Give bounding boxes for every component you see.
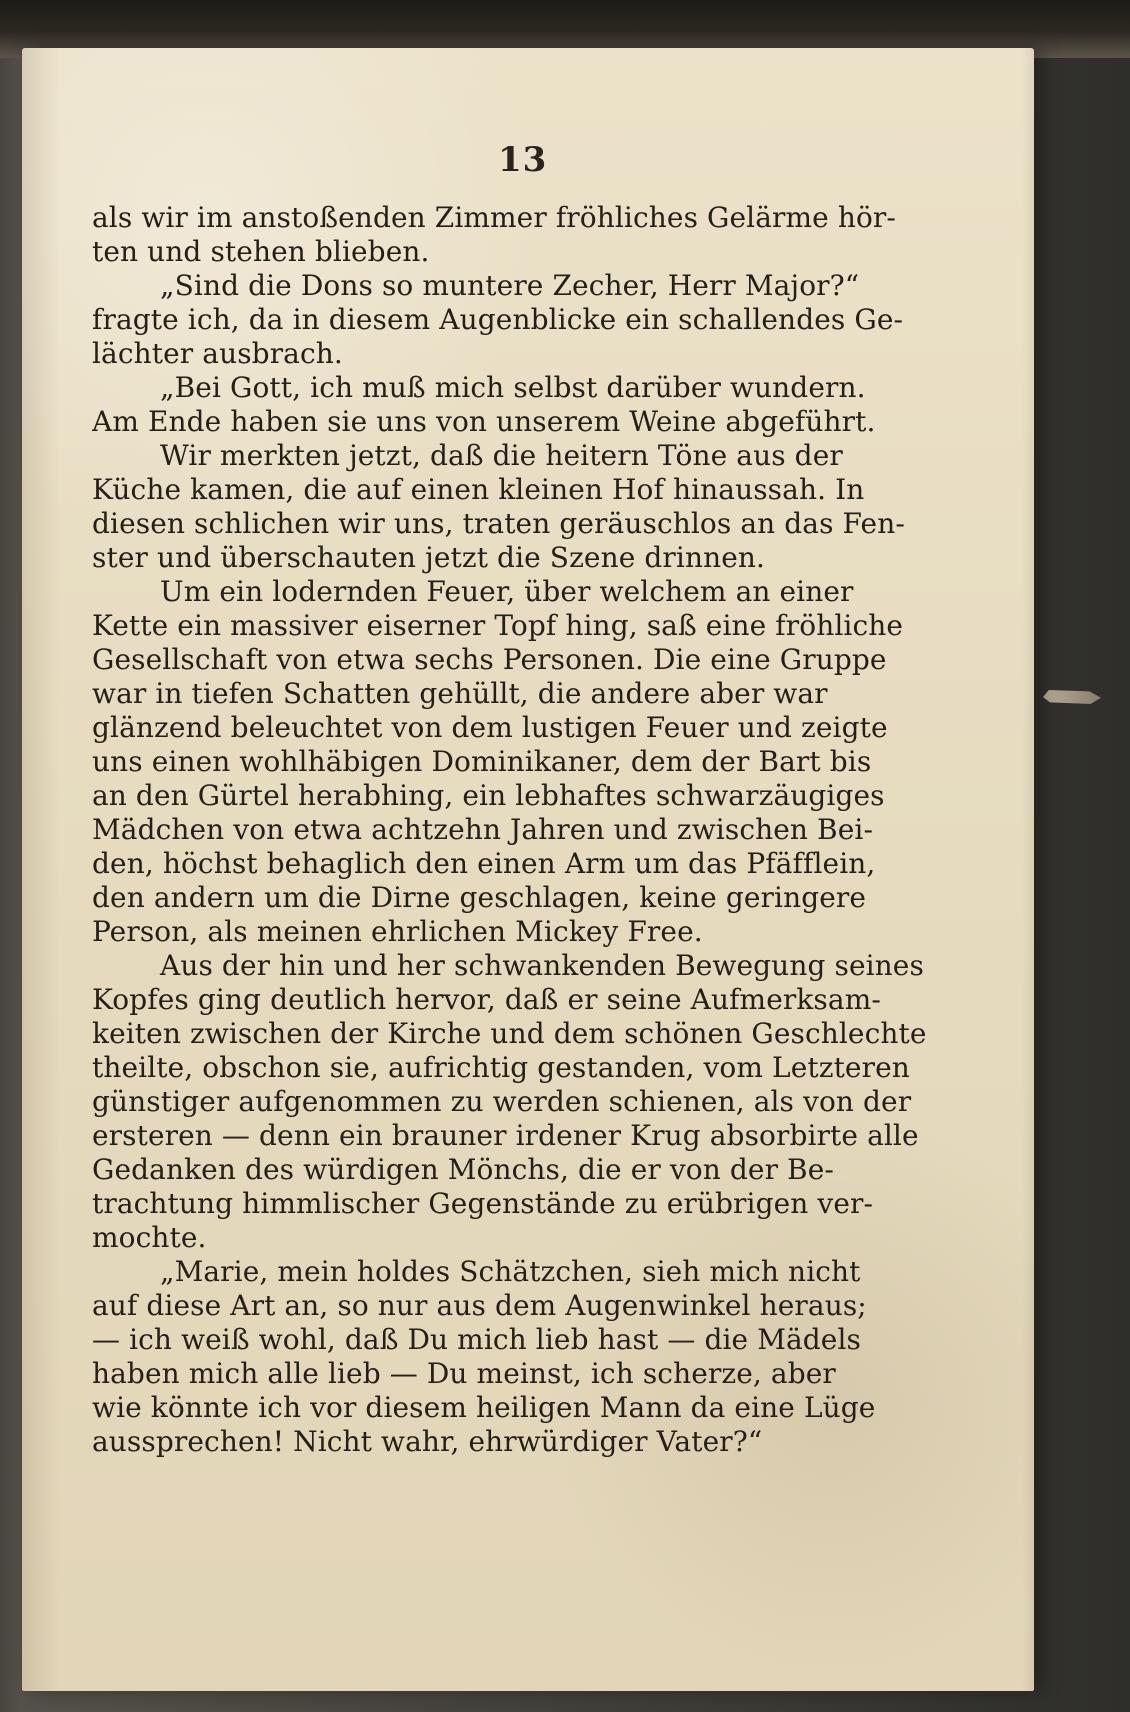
text-line-25: keiten zwischen der Kirche und dem schönen Geschlechte xyxy=(92,1017,927,1050)
text-line-23: Aus der hin und her schwankenden Bewegung seines xyxy=(160,949,924,982)
page-text xyxy=(92,201,934,1459)
text-line-11: ster und überschauten jetzt die Szene drinnen. xyxy=(92,541,766,574)
text-line-26: theilte, obschon sie, aufrichtig gestanden, vom Letzteren xyxy=(92,1051,910,1084)
text-line-34: — ich weiß wohl, daß Du mich lieb hast — die Mädels xyxy=(92,1323,861,1356)
text-line-35: haben mich alle lieb — Du meinst, ich scherze, aber xyxy=(92,1357,836,1390)
text-line-4: fragte ich, da in diesem Augenblicke ein schallendes Ge- xyxy=(92,303,904,336)
text-line-18: an den Gürtel herabhing, ein lebhaftes schwarzäugiges xyxy=(92,779,885,812)
text-line-13: Kette ein massiver eiserner Topf hing, saß eine fröhliche xyxy=(92,609,904,642)
text-line-36: wie könnte ich vor diesem heiligen Mann da eine Lüge xyxy=(92,1391,876,1424)
text-line-15: war in tiefen Schatten gehüllt, die andere aber war xyxy=(92,677,828,710)
text-line-21: den andern um die Dirne geschlagen, keine geringere xyxy=(92,881,867,914)
text-line-7: Am Ende haben sie uns von unserem Weine abgeführt. xyxy=(92,405,876,438)
text-line-3: „Sind die Dons so muntere Zecher, Herr Major?“ xyxy=(160,269,860,302)
text-line-37: aussprechen! Nicht wahr, ehrwürdiger Vater?“ xyxy=(92,1425,763,1458)
text-line-20: den, höchst behaglich den einen Arm um das Pfäfflein, xyxy=(92,847,876,880)
text-line-5: lächter ausbrach. xyxy=(92,337,343,370)
text-line-2: ten und stehen blieben. xyxy=(92,235,430,268)
text-line-6: „Bei Gott, ich muß mich selbst darüber wundern. xyxy=(160,371,866,404)
text-line-24: Kopfes ging deutlich hervor, daß er seine Aufmerksam- xyxy=(92,983,881,1016)
text-line-16: glänzend beleuchtet von dem lustigen Feuer und zeigte xyxy=(92,711,888,744)
text-line-27: günstiger aufgenommen zu werden schienen, als von der xyxy=(92,1085,912,1118)
text-line-12: Um ein lodernden Feuer, über welchem an einer xyxy=(160,575,854,608)
text-line-28: ersteren — denn ein brauner irdener Krug absorbirte alle xyxy=(92,1119,919,1152)
text-line-30: trachtung himmlischer Gegenstände zu erübrigen ver- xyxy=(92,1187,874,1220)
page-number: 13 xyxy=(498,140,548,180)
text-line-17: uns einen wohlhäbigen Dominikaner, dem der Bart bis xyxy=(92,745,872,778)
text-line-33: auf diese Art an, so nur aus dem Augenwinkel heraus; xyxy=(92,1289,867,1322)
text-line-29: Gedanken des würdigen Mönchs, die er von der Be- xyxy=(92,1153,834,1186)
text-line-10: diesen schlichen wir uns, traten geräuschlos an das Fen- xyxy=(92,507,905,540)
text-line-9: Küche kamen, die auf einen kleinen Hof hinaussah. In xyxy=(92,473,865,506)
book-page xyxy=(22,48,1034,1691)
text-line-14: Gesellschaft von etwa sechs Personen. Die eine Gruppe xyxy=(92,643,887,676)
text-line-8: Wir merkten jetzt, daß die heitern Töne aus der xyxy=(160,439,843,472)
text-line-32: „Marie, mein holdes Schätzchen, sieh mich nicht xyxy=(160,1255,861,1288)
text-line-19: Mädchen von etwa achtzehn Jahren und zwischen Bei- xyxy=(92,813,874,846)
text-line-31: mochte. xyxy=(92,1221,207,1254)
text-line-1: als wir im anstoßenden Zimmer fröhliches Gelärme hör- xyxy=(92,201,896,234)
text-line-22: Person, als meinen ehrlichen Mickey Free. xyxy=(92,915,703,948)
